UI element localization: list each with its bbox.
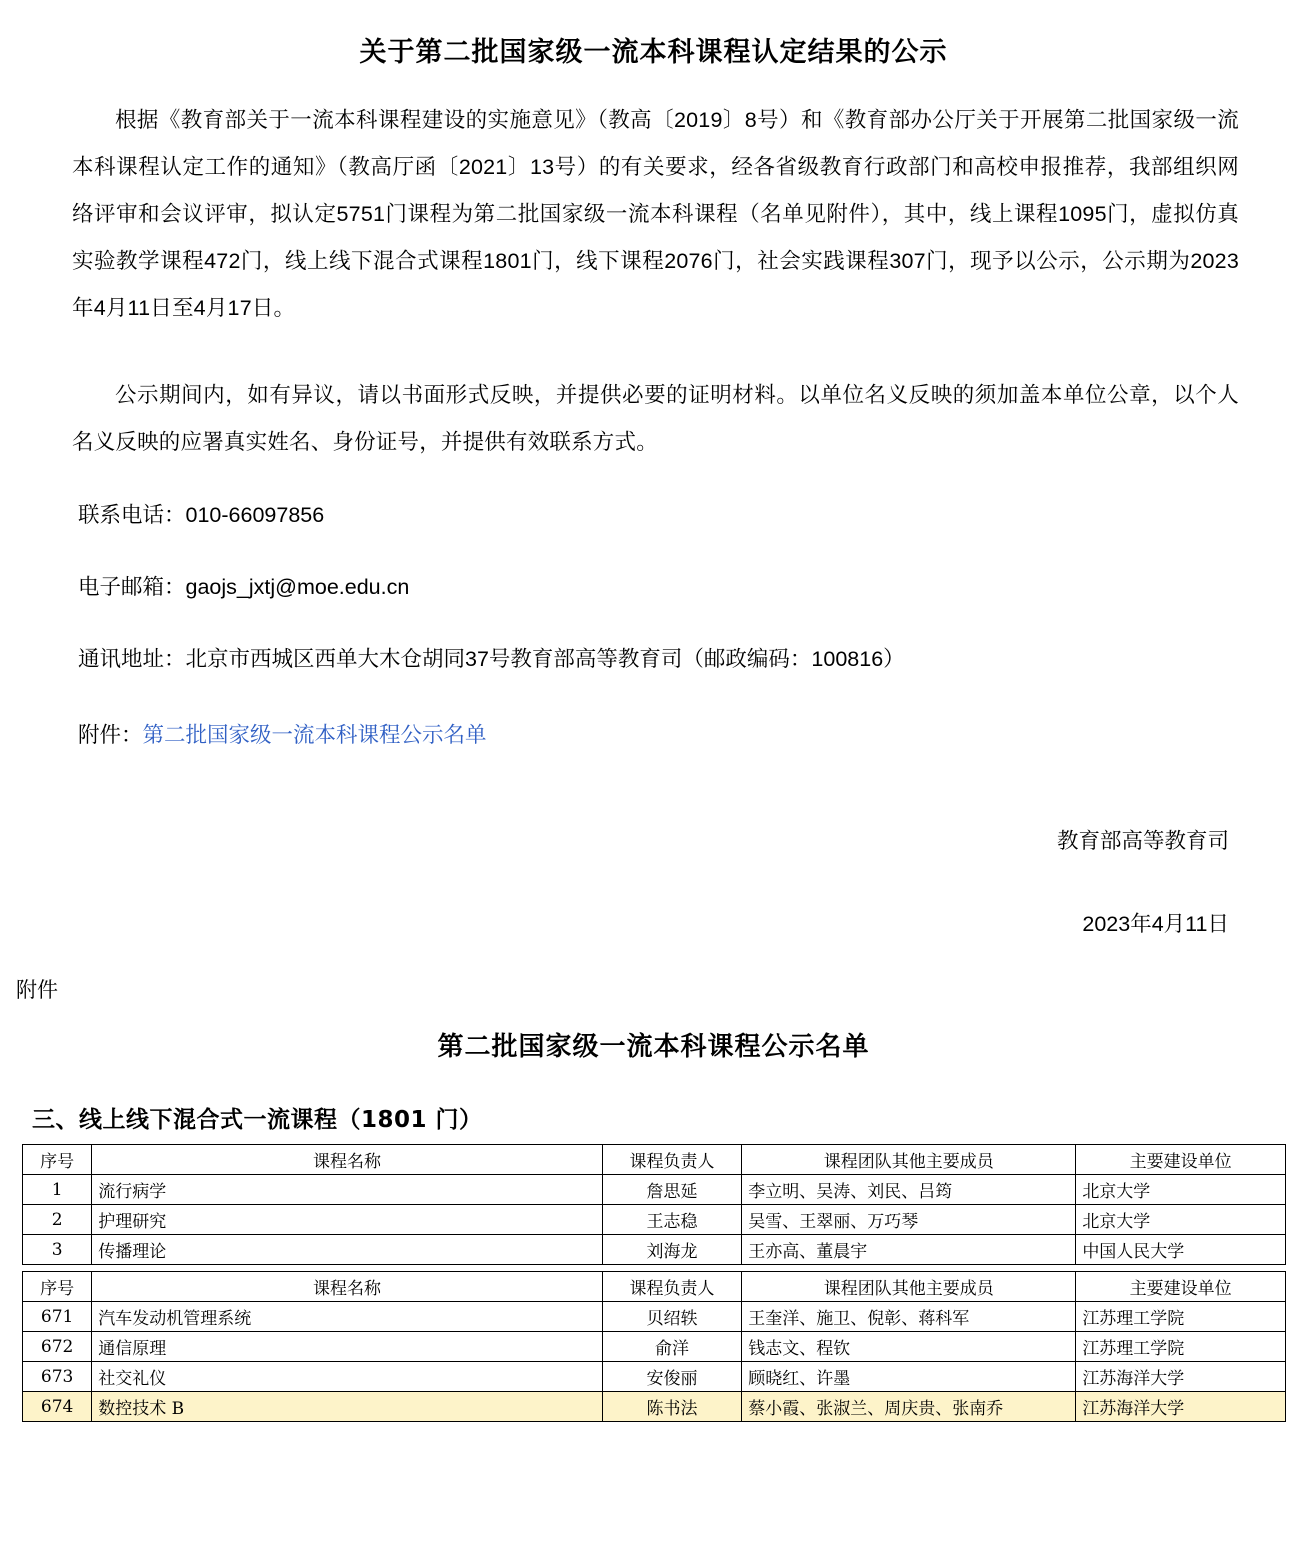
cell-index: 671 (23, 1302, 92, 1332)
header-members: 课程团队其他主要成员 (742, 1145, 1076, 1175)
cell-members: 王亦高、董晨宇 (742, 1235, 1076, 1265)
table-row (23, 1332, 1286, 1362)
cell-course-name: 传播理论 (92, 1235, 603, 1265)
attachment-link[interactable]: 第二批国家级一流本科课程公示名单 (142, 723, 487, 747)
cell-index: 672 (23, 1332, 92, 1362)
cell-unit: 江苏理工学院 (1076, 1302, 1286, 1332)
cell-leader: 安俊丽 (602, 1362, 741, 1392)
cell-leader: 贝绍轶 (602, 1302, 741, 1332)
cell-course-name: 数控技术 B (92, 1392, 603, 1422)
signature-issuer: 教育部高等教育司 (1056, 829, 1229, 853)
cell-index: 1 (23, 1175, 92, 1205)
cell-course-name: 社交礼仪 (92, 1362, 603, 1392)
cell-members: 李立明、吴涛、刘民、吕筠 (742, 1175, 1076, 1205)
cell-index: 3 (23, 1235, 92, 1265)
cell-unit: 北京大学 (1076, 1175, 1286, 1205)
cell-leader: 陈书法 (602, 1392, 741, 1422)
table-row (23, 1205, 1286, 1235)
contact-address: 通讯地址：北京市西城区西单大木仓胡同37号教育部高等教育司（邮政编码：100816） (78, 647, 905, 671)
document-page (0, 22, 1307, 1422)
cell-unit: 江苏理工学院 (1076, 1332, 1286, 1362)
cell-course-name: 护理研究 (92, 1205, 603, 1235)
cell-unit: 江苏海洋大学 (1076, 1362, 1286, 1392)
cell-unit: 北京大学 (1076, 1205, 1286, 1235)
signature-date: 2023年4月11日 (1082, 912, 1229, 936)
attachment-prefix: 附件： (78, 723, 143, 747)
header-unit: 主要建设单位 (1076, 1145, 1286, 1175)
cell-leader: 王志稳 (602, 1205, 741, 1235)
cell-course-name: 汽车发动机管理系统 (92, 1302, 603, 1332)
cell-members: 蔡小霞、张淑兰、周庆贵、张南乔 (742, 1392, 1076, 1422)
table-header-row (23, 1272, 1286, 1302)
cell-unit: 江苏海洋大学 (1076, 1392, 1286, 1422)
header-course-name: 课程名称 (92, 1145, 603, 1175)
paragraph-1: 根据《教育部关于一流本科课程建设的实施意见》（教高〔2019〕8号）和《教育部办公厅关于开展第二批国家级一流本科课程认定工作的通知》（教高厅函〔2021〕13号）的有关要求，经各省级教育行政部门和高校申报推荐，我部组织网络评审和会议评审，拟认定5751门课程为第二批国家级一流本科课程（名单见附件），其中，线上课程1095门，虚拟仿真实验教学课程472门，线上线下混合式课程1801门，线下课程2076门，社会实践课程307门，现予以公示，公示期为2023年4月11日至4月17日。 (72, 108, 1239, 320)
course-table-part1 (22, 1144, 1286, 1265)
cell-members: 顾晓红、许墨 (742, 1362, 1076, 1392)
header-index: 序号 (23, 1272, 92, 1302)
table-row (23, 1235, 1286, 1265)
header-unit: 主要建设单位 (1076, 1272, 1286, 1302)
paragraph-spacer (72, 332, 1239, 354)
cell-members: 吴雪、王翠丽、万巧琴 (742, 1205, 1076, 1235)
table-row (23, 1362, 1286, 1392)
header-members: 课程团队其他主要成员 (742, 1272, 1076, 1302)
attachment-line (72, 712, 1239, 758)
header-leader: 课程负责人 (602, 1272, 741, 1302)
paragraph-2: 公示期间内，如有异议，请以书面形式反映，并提供必要的证明材料。以单位名义反映的须加盖本单位公章，以个人名义反映的应署真实姓名、身份证号，并提供有效联系方式。 (72, 383, 1239, 454)
cell-course-name: 流行病学 (92, 1175, 603, 1205)
cell-members: 王奎洋、施卫、倪彰、蒋科军 (742, 1302, 1076, 1332)
cell-course-name: 通信原理 (92, 1332, 603, 1362)
contact-email: 电子邮箱：gaojs_jxtj@moe.edu.cn (78, 575, 410, 599)
cell-members: 钱志文、程钦 (742, 1332, 1076, 1362)
table-row-highlighted (23, 1392, 1286, 1422)
cell-index: 2 (23, 1205, 92, 1235)
header-index: 序号 (23, 1145, 92, 1175)
document-body (0, 97, 1307, 938)
annex-section-heading: 三、线上线下混合式一流课程（1801 门） (32, 1107, 483, 1133)
cell-index: 674 (23, 1392, 92, 1422)
table-row (23, 1175, 1286, 1205)
header-course-name: 课程名称 (92, 1272, 603, 1302)
cell-index: 673 (23, 1362, 92, 1392)
annex-title: 第二批国家级一流本科课程公示名单 (437, 1032, 870, 1062)
page-title: 关于第二批国家级一流本科课程认定结果的公示 (359, 37, 948, 68)
annex-label: 附件 (16, 979, 58, 1002)
cell-leader: 刘海龙 (602, 1235, 741, 1265)
cell-leader: 俞洋 (602, 1332, 741, 1362)
header-leader: 课程负责人 (602, 1145, 741, 1175)
course-table-part2 (22, 1271, 1286, 1422)
cell-unit: 中国人民大学 (1076, 1235, 1286, 1265)
cell-leader: 詹思延 (602, 1175, 741, 1205)
table-row (23, 1302, 1286, 1332)
contact-phone: 联系电话：010-66097856 (78, 503, 325, 527)
table-header-row (23, 1145, 1286, 1175)
